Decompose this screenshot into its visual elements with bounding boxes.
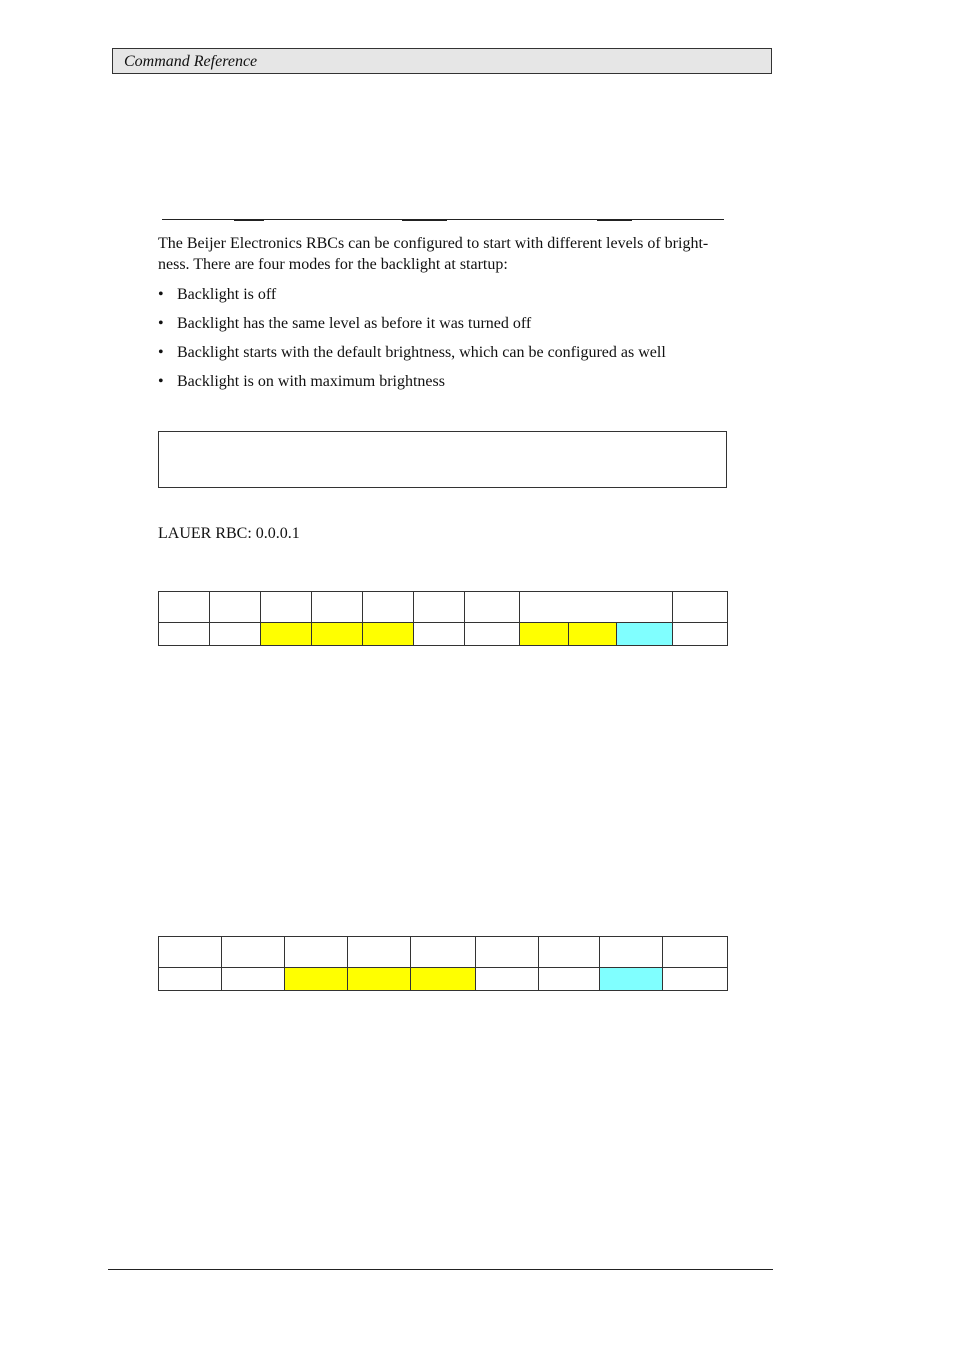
table-cell (465, 623, 520, 646)
table-cell (538, 937, 599, 968)
table-cell-highlight (312, 623, 363, 646)
footer-rule (108, 1269, 773, 1270)
table-cell (159, 937, 222, 968)
table-cell (363, 592, 414, 623)
bullet-icon: • (158, 315, 164, 332)
table-cell (159, 968, 222, 991)
running-header (112, 48, 772, 74)
table-cell (414, 623, 465, 646)
table-cell (673, 592, 728, 623)
table-cell (475, 937, 538, 968)
table-cell (348, 937, 411, 968)
list-item: • Backlight is off (158, 286, 277, 303)
intro-line-2: ness. There are four modes for the backlight at startup: (158, 256, 508, 273)
table-cell (662, 968, 727, 991)
table-cell (538, 968, 599, 991)
table-cell-merged (520, 592, 673, 623)
table-row (159, 623, 728, 646)
table-cell-highlight (261, 623, 312, 646)
table-cell (414, 592, 465, 623)
intro-line-1: The Beijer Electronics RBCs can be configured to start with different levels of bright- (158, 235, 709, 252)
table-cell (159, 592, 210, 623)
backlight-mode-list (158, 284, 666, 400)
intro-paragraph (158, 233, 728, 275)
table-cell-highlight (411, 968, 475, 991)
table-cell (599, 937, 662, 968)
table-cell-highlight-cyan (599, 968, 662, 991)
table-cell-highlight-cyan (617, 623, 673, 646)
table-header-row (159, 937, 728, 968)
bullet-icon: • (158, 373, 164, 390)
table-cell (210, 623, 261, 646)
table-cell (465, 592, 520, 623)
table-cell-highlight (520, 623, 569, 646)
bullet-icon: • (158, 344, 164, 361)
table-cell (673, 623, 728, 646)
table-header-row (159, 592, 728, 623)
list-item: • Backlight has the same level as before it was turned off (158, 315, 532, 332)
command-table-lauer (158, 591, 728, 646)
table-cell-highlight (569, 623, 617, 646)
table-cell-highlight (285, 968, 348, 991)
list-item: • Backlight is on with maximum brightness (158, 373, 445, 390)
bullet-icon: • (158, 286, 164, 303)
table-cell (261, 592, 312, 623)
running-header-title: Command Reference (124, 53, 258, 70)
table-cell (662, 937, 727, 968)
table-cell (222, 968, 285, 991)
table-cell (475, 968, 538, 991)
table-cell (159, 623, 210, 646)
table-cell-highlight (363, 623, 414, 646)
note-box (158, 431, 727, 488)
command-table-2 (158, 936, 728, 991)
lauer-address: LAUER RBC: 0.0.0.1 (158, 525, 300, 542)
list-item: • Backlight starts with the default brightness, which can be configured as well (158, 344, 666, 361)
table-cell (222, 937, 285, 968)
section-rule (162, 219, 724, 220)
table-cell (285, 937, 348, 968)
table-cell-highlight (348, 968, 411, 991)
table-cell (411, 937, 475, 968)
table-cell (210, 592, 261, 623)
table-row (159, 968, 728, 991)
table-cell (312, 592, 363, 623)
